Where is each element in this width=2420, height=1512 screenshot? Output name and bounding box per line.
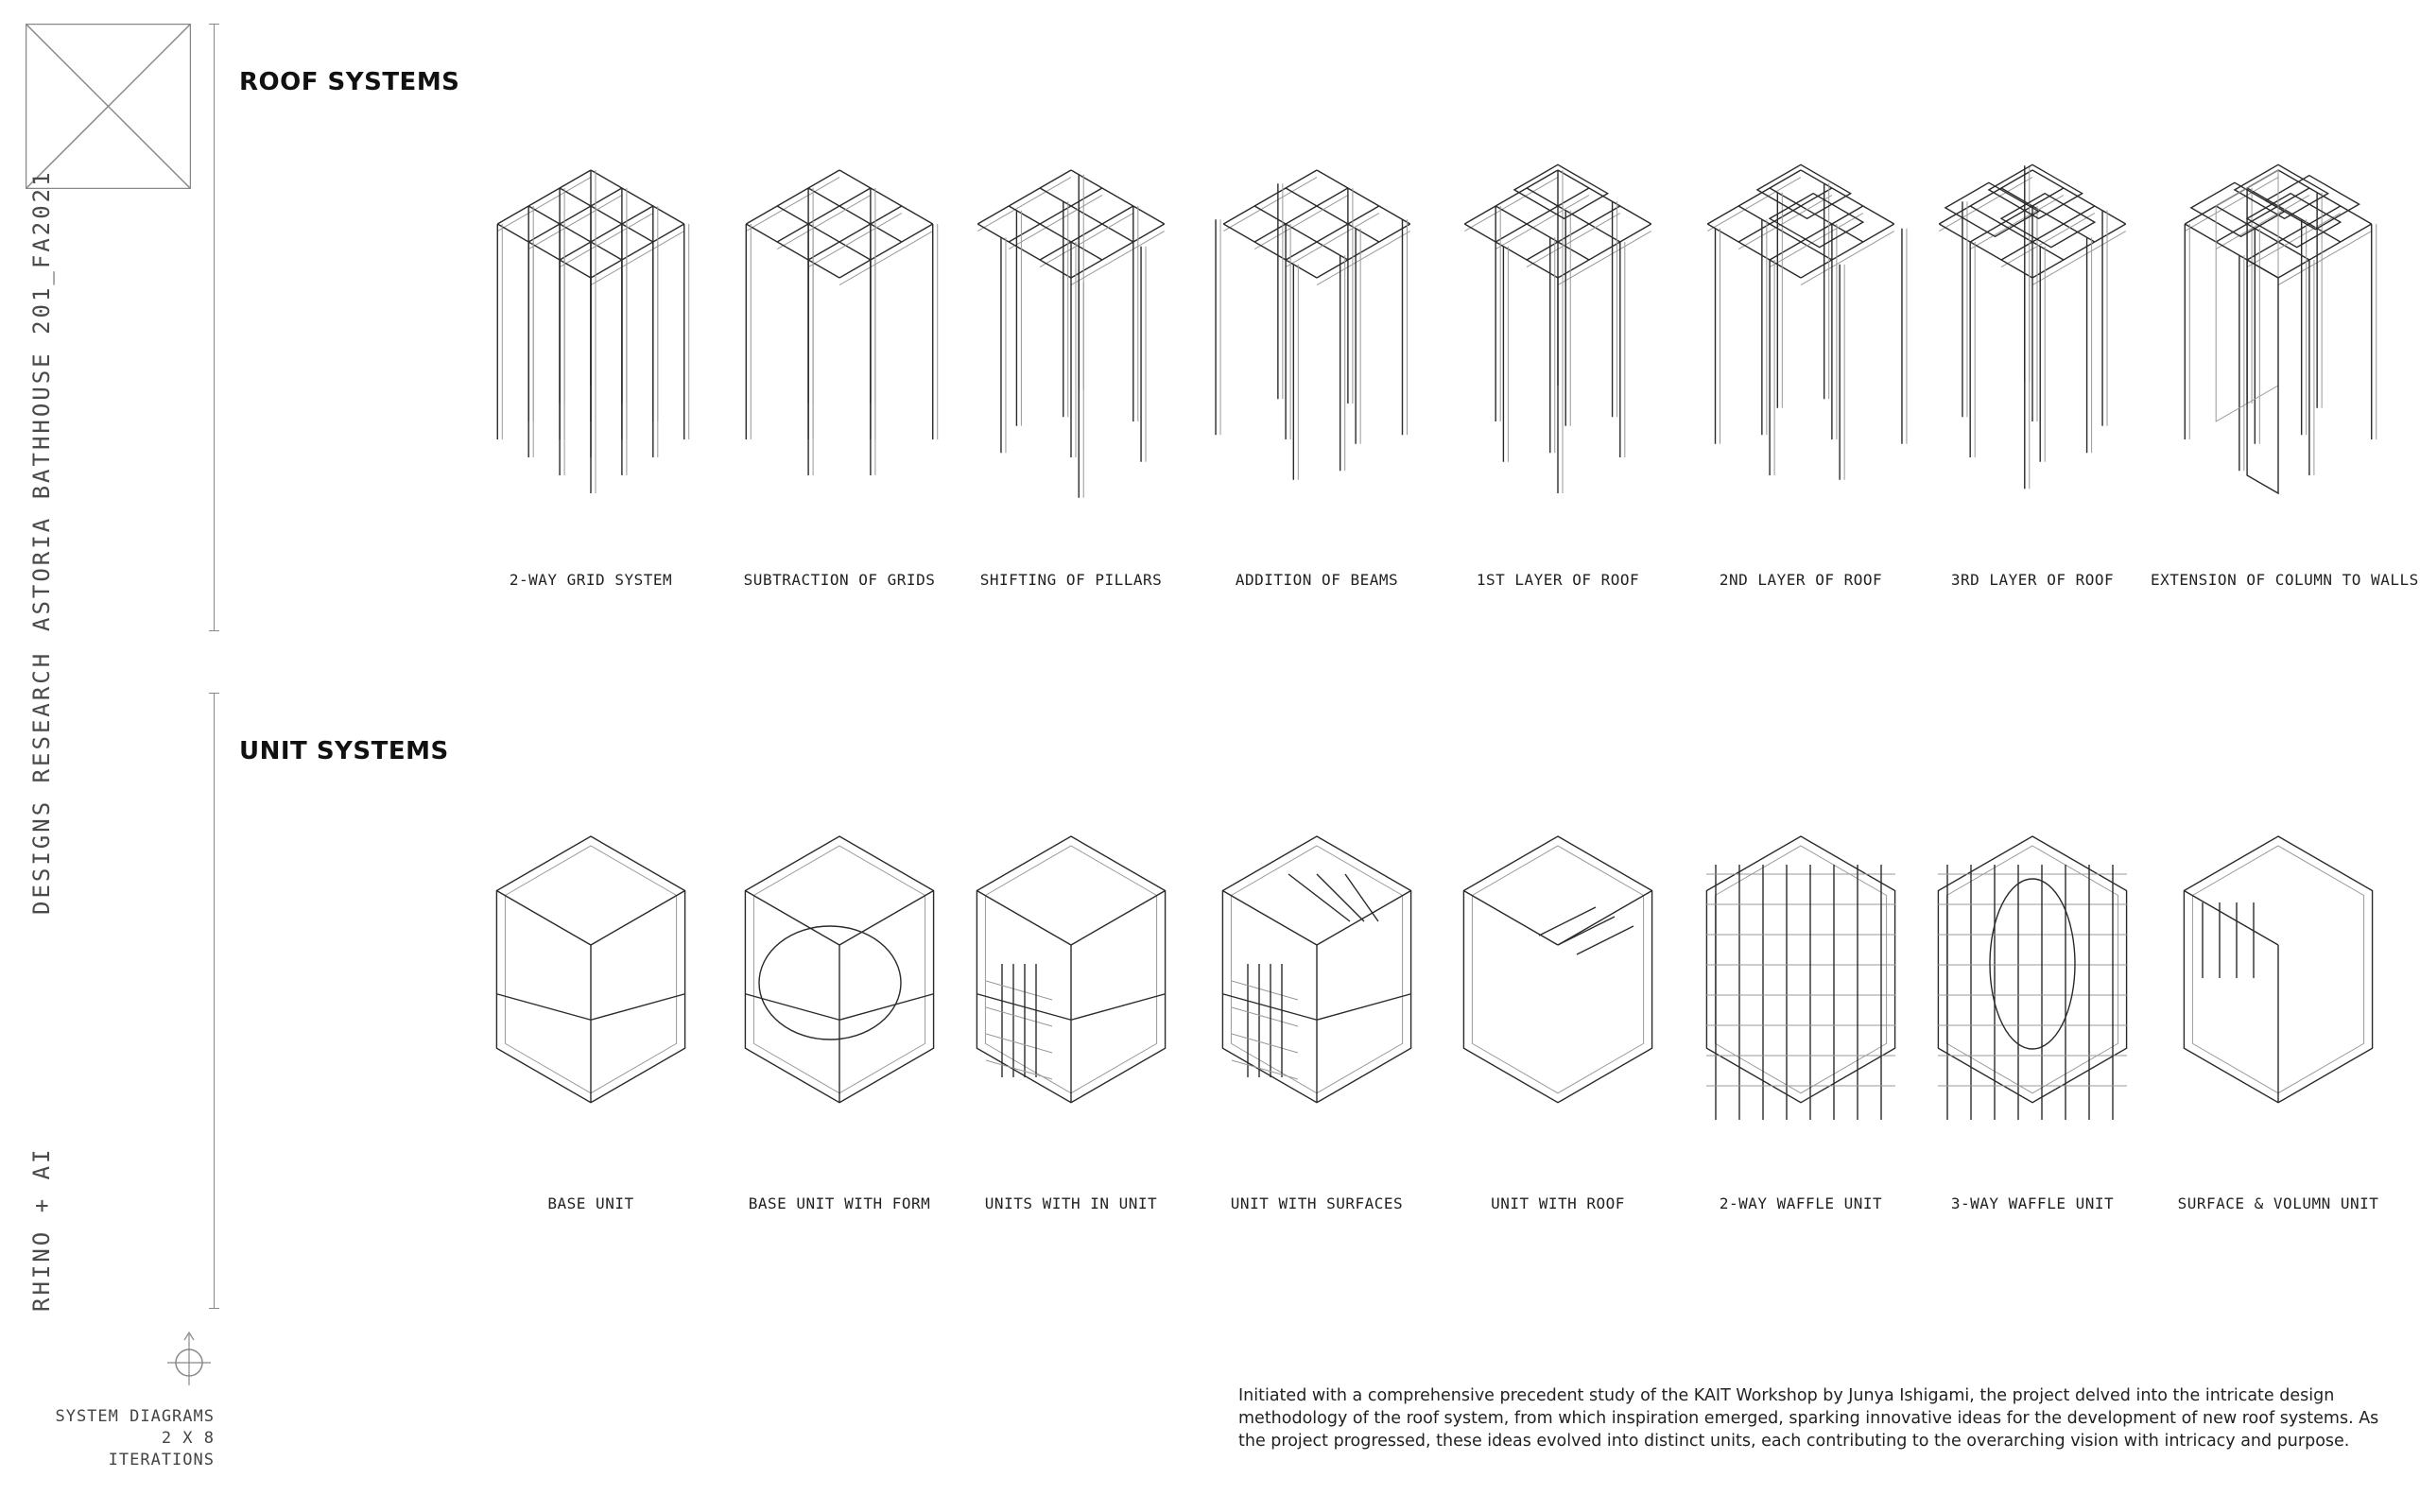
unit-system-drawing: [473, 827, 709, 1167]
unit-systems-title: UNIT SYSTEMS: [239, 737, 449, 765]
unit-system-caption: UNIT WITH SURFACES: [1230, 1194, 1404, 1212]
software-label: RHINO + AI: [28, 1146, 55, 1312]
unit-system-caption: 2-WAY WAFFLE UNIT: [1719, 1194, 1883, 1212]
project-description: Initiated with a comprehensive precedent study of the KAIT Workshop by Junya Ishigami, the project delved into the intricate design methodology of the roof system, from which inspiration emerged, sparking innovative ideas for the development of new roof systems. As the project progressed, these ideas evolved into distinct units, each contributing to the overarching vision with intricacy and purpose.: [1238, 1386, 2379, 1451]
roof-system-drawing: [1914, 132, 2151, 529]
roof-system-diagram: [1914, 132, 2151, 529]
unit-system-caption: 3-WAY WAFFLE UNIT: [1950, 1194, 2115, 1212]
roof-system-diagram: [473, 132, 709, 529]
unit-system-caption: UNIT WITH ROOF: [1491, 1194, 1625, 1212]
roof-system-caption: 3RD LAYER OF ROOF: [1950, 571, 2115, 589]
unit-system-drawing: [1683, 827, 1919, 1167]
roof-system-drawing: [953, 132, 1189, 529]
unit-system-drawing: [1199, 827, 1435, 1167]
roof-system-drawing: [473, 132, 709, 529]
legend: [28, 1406, 215, 1471]
unit-system-drawing: [1440, 827, 1676, 1167]
roof-system-diagram: [1683, 132, 1919, 529]
unit-system-diagram: [1914, 827, 2151, 1167]
unit-system-drawing: [721, 827, 958, 1167]
roof-system-caption: 2ND LAYER OF ROOF: [1719, 571, 1883, 589]
roof-system-caption: SHIFTING OF PILLARS: [979, 571, 1163, 589]
unit-section-bracket: [214, 693, 215, 1309]
unit-system-caption: BASE UNIT WITH FORM: [748, 1194, 931, 1212]
roof-system-caption: 1ST LAYER OF ROOF: [1476, 571, 1640, 589]
sidebar: [0, 0, 227, 1512]
roof-system-diagram: [1199, 132, 1435, 529]
unit-system-diagram: [2160, 827, 2396, 1167]
roof-system-drawing: [721, 132, 958, 529]
unit-system-diagram: [953, 827, 1189, 1167]
roof-section-bracket: [214, 24, 215, 631]
unit-system-drawing: [953, 827, 1189, 1167]
roof-system-diagram: [721, 132, 958, 529]
unit-system-caption: SURFACE & VOLUMN UNIT: [2177, 1194, 2379, 1212]
roof-system-caption: 2-WAY GRID SYSTEM: [509, 571, 673, 589]
north-arrow-icon: [165, 1331, 213, 1387]
placeholder-logo-icon: [26, 24, 191, 189]
unit-system-diagram: [473, 827, 709, 1167]
unit-system-diagram: [1199, 827, 1435, 1167]
roof-system-caption: EXTENSION OF COLUMN TO WALLS: [2151, 571, 2419, 589]
roof-systems-title: ROOF SYSTEMS: [239, 68, 460, 96]
legend-line: ITERATIONS: [108, 1451, 215, 1469]
unit-system-diagram: [1683, 827, 1919, 1167]
roof-system-caption: SUBTRACTION OF GRIDS: [743, 571, 936, 589]
unit-system-diagram: [721, 827, 958, 1167]
roof-system-diagram: [953, 132, 1189, 529]
legend-line: SYSTEM DIAGRAMS: [55, 1407, 215, 1426]
unit-system-caption: BASE UNIT: [547, 1194, 634, 1212]
roof-system-drawing: [1683, 132, 1919, 529]
roof-system-caption: ADDITION OF BEAMS: [1235, 571, 1399, 589]
roof-system-diagram: [1440, 132, 1676, 529]
project-title: ASTORIA BATHHOUSE 201_FA2021: [28, 169, 55, 631]
roof-system-drawing: [2160, 132, 2396, 529]
unit-system-drawing: [2160, 827, 2396, 1167]
roof-system-drawing: [1199, 132, 1435, 529]
unit-system-drawing: [1914, 827, 2151, 1167]
section-label: DESIGNS RESEARCH: [28, 650, 55, 915]
roof-system-diagram: [2160, 132, 2396, 529]
unit-system-diagram: [1440, 827, 1676, 1167]
legend-line: 2 X 8: [161, 1429, 215, 1448]
unit-system-caption: UNITS WITH IN UNIT: [984, 1194, 1158, 1212]
roof-system-drawing: [1440, 132, 1676, 529]
